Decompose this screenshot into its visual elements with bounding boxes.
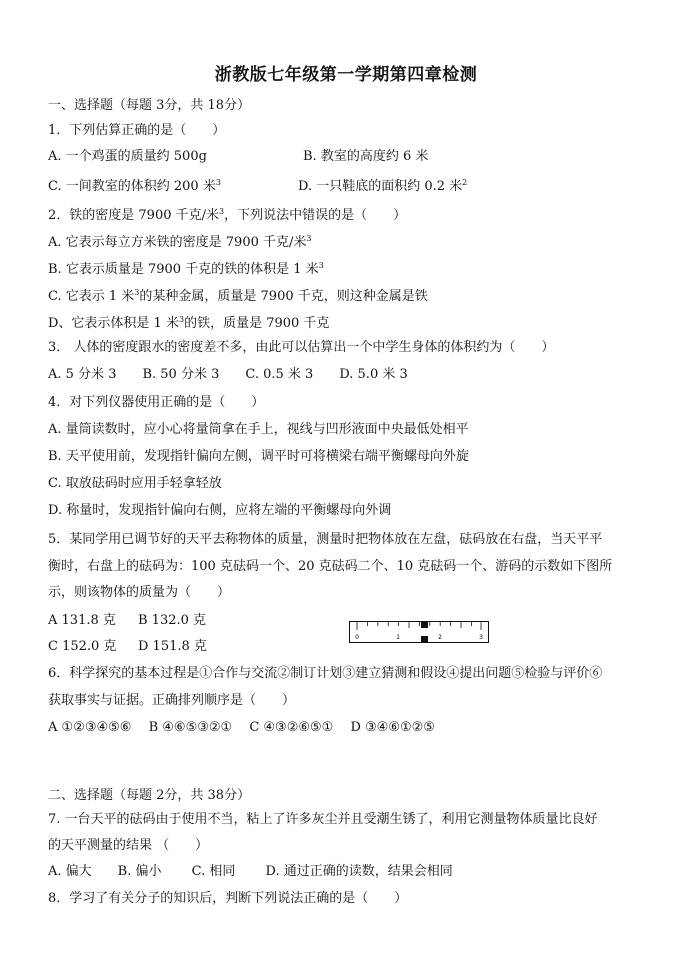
q5-option-c: C 152.0 克 (48, 639, 117, 654)
q4-option-a: A. 量筒读数时，应小心将量筒拿在手上，视线与凹形液面中央最低处相平 (48, 422, 469, 437)
page-title: 浙教版七年级第一学期第四章检测 (214, 65, 478, 85)
question-8-stem: 8．学习了有关分子的知识后，判断下列说法正确的是（ ） (48, 891, 408, 906)
q4-option-d: D. 称量时，发现指针偏向右侧，应将左端的平衡螺母向外调 (48, 503, 392, 518)
question-5-line-3: 示，则该物体的质量为（ ） (48, 585, 231, 600)
q2-option-d: D、它表示体积是 1 米$^3$的铁，质量是 7900 千克 (48, 315, 330, 331)
question-6-line-2: 获取事实与证据。正确排列顺序是（ ） (48, 693, 296, 708)
question-1-stem: 1．下列估算正确的是（ ） (48, 123, 226, 138)
section-heading-2: 二、选择题（每题 2分，共 38分） (48, 788, 251, 803)
scale-label-3: 3 (479, 634, 483, 641)
q1-option-b: B. 教室的高度约 6 米 (303, 149, 429, 164)
question-3-options: A. 5 分米 3 B. 50 分米 3 C. 0.5 米 3 D. 5.0 米 3 (48, 367, 408, 382)
question-4-stem: 4．对下列仪器使用正确的是（ ） (48, 395, 265, 410)
question-3-stem: 3． 人体的密度跟水的密度差不多，由此可以估算出一个中学生身体的体积约为（ ） (48, 340, 555, 355)
question-6-line-1: 6．科学探究的基本过程是①合作与交流②制订计划③建立猜测和假设④提出问题⑤检验与评价⑥ (48, 666, 603, 681)
section-heading-1: 一、选择题（每题 3分，共 18分） (48, 98, 251, 113)
q5-option-d: D 151.8 克 (138, 639, 207, 654)
question-5-line-1: 5．某同学用已调节好的天平去称物体的质量，测量时把物体放在左盘，砝码放在右盘，当天平平 (48, 532, 603, 547)
scale-label-1: 1 (396, 634, 400, 641)
q1-option-c: C. 一间教室的体积约 200 米$^3$ (48, 178, 221, 194)
q2-option-a: A. 它表示每立方米铁的密度是 7900 千克/米$^3$ (48, 234, 312, 250)
rider-scale-figure (349, 621, 489, 643)
question-1-options-cd (48, 173, 468, 197)
question-5-options-cd (48, 637, 207, 657)
rider-top (421, 622, 428, 628)
question-7-options: A. 偏大 B. 偏小 C. 相同 D. 通过正确的读数，结果会相同 (48, 864, 453, 879)
q2-option-b: B. 它表示质量是 7900 千克的铁的体积是 1 米$^3$ (48, 261, 324, 277)
question-5-line-2: 衡时，右盘上的砝码为：100 克砝码一个、20 克砝码二个、10 克砝码一个、游码的示数如下图所 (48, 559, 613, 574)
scale-label-0: 0 (355, 634, 359, 641)
q1-option-a: A. 一个鸡蛋的质量约 500g (48, 149, 207, 164)
q4-option-b: B. 天平使用前，发现指针偏向左侧，调平时可将横梁右端平衡螺母向外旋 (48, 449, 469, 464)
q1-option-d: D. 一只鞋底的面积约 0.2 米$^2$ (298, 178, 468, 194)
question-1-options-ab (48, 147, 429, 167)
rider-bottom (421, 636, 428, 642)
question-7-line-1: 7. 一台天平的砝码由于使用不当，粘上了许多灰尘并且受潮生锈了，利用它测量物体质量比良好 (48, 812, 598, 827)
question-6-options: A ①②③④⑤⑥ B ④⑥⑤③②① C ④③②⑥⑤① D ③④⑥①②⑤ (48, 720, 435, 735)
question-5-options-ab (48, 611, 207, 631)
question-7-line-2: 的天平测量的结果 （ ） (48, 838, 209, 853)
q5-option-a: A 131.8 克 (48, 613, 116, 628)
q4-option-c: C. 取放砝码时应用手轻拿轻放 (48, 476, 222, 491)
q5-option-b: B 132.0 克 (138, 613, 207, 628)
question-2-stem: 2．铁的密度是 7900 千克/米$^3$，下列说法中错误的是（ ） (48, 207, 407, 223)
scale-label-2: 2 (438, 634, 442, 641)
q2-option-c: C. 它表示 1 米$^3$的某种金属，质量是 7900 千克，则这种金属是铁 (48, 288, 428, 304)
